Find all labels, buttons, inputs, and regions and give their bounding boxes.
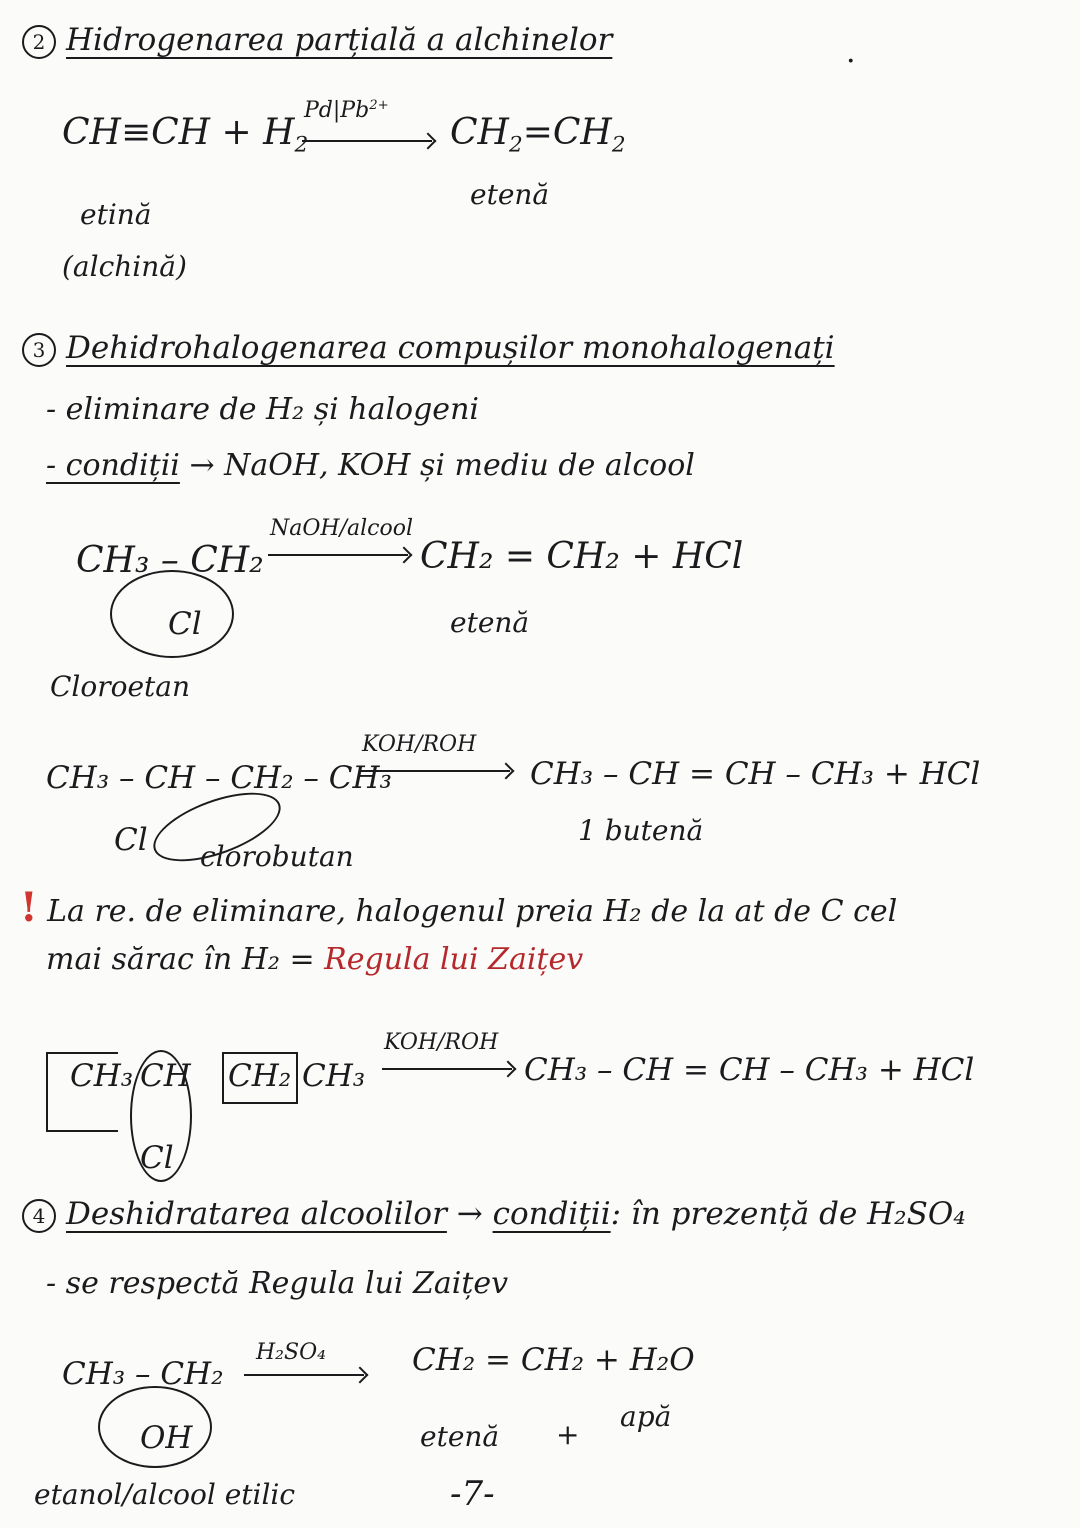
zaitev-atom-ch2: CH₂ [228, 1058, 292, 1094]
s2-condition [304, 98, 389, 123]
s2-products [450, 112, 626, 158]
s3-r1-condition: NaOH/alcool [270, 516, 413, 541]
s4-water-name: apă [620, 1400, 672, 1433]
s4-reactant-name: etanol/alcool etilic [34, 1478, 296, 1511]
note-text-2: mai sărac în H₂ = [46, 942, 325, 977]
page-number: -7- [450, 1474, 495, 1514]
s3-r1-reactant-name: Cloroetan [50, 670, 191, 703]
s2-product-part1: CH [450, 112, 509, 153]
s4-products: CH₂ = CH₂ + H₂O [412, 1342, 695, 1378]
s3-r2-arrow [360, 770, 510, 772]
section-4-title: Deshidratarea alcoolilor [66, 1196, 447, 1232]
zaitev-atom-ch3-end: CH₃ [302, 1058, 366, 1094]
section-3-number: 3 [22, 333, 56, 367]
s3-r1-substituent: Cl [168, 606, 202, 642]
s3-r1-products: CH₂ = CH₂ + HCl [420, 536, 744, 577]
section-4-cond-text: : în prezență de H₂SO₄ [610, 1196, 966, 1232]
section-3-heading [22, 330, 835, 367]
s3-conditions-text: → NaOH, KOH și mediu de alcool [179, 448, 695, 483]
s2-catalyst: Pd|Pb [304, 98, 370, 123]
section-2-title: Hidrogenarea parțială a alchinelor [66, 22, 613, 58]
s3-r2-reactant-name: clorobutan [200, 840, 354, 873]
section-4-cond-label: condiții [492, 1196, 611, 1232]
zaitev-rule: Regula lui Zaițev [324, 942, 584, 977]
zaitev-substituent: Cl [140, 1140, 174, 1176]
stray-dot: · [846, 44, 856, 79]
s2-reactants [62, 112, 308, 158]
s3-r2-reactant: CH₃ – CH – CH₂ – CH₃ [46, 760, 392, 796]
s3-r1-arrow [268, 554, 408, 556]
s3-conditions-label: - condiții [46, 448, 180, 483]
note-text-1: La re. de eliminare, halogenul preia H₂ de la at de C cel [47, 894, 898, 929]
section-2-heading [22, 22, 612, 59]
section-4-number: 4 [22, 1199, 56, 1233]
s3-r1-product-name: etenă [450, 606, 530, 639]
zaitev-arrow [382, 1068, 512, 1070]
s3-line-2 [46, 448, 695, 483]
zaitev-condition: KOH/ROH [384, 1030, 499, 1055]
s4-substituent: OH [140, 1420, 193, 1456]
section-4-heading [22, 1196, 966, 1233]
s2-product-sub1: 2 [508, 132, 523, 158]
zaitev-atom-ch: CH [140, 1058, 191, 1094]
s3-r2-product-name: 1 butenă [578, 814, 704, 847]
s2-reactant-formula: CH≡CH + H [62, 112, 295, 153]
zaitev-products: CH₃ – CH = CH – CH₃ + HCl [524, 1052, 975, 1088]
note-line-1 [20, 884, 897, 931]
s3-r1-reactant: CH₃ – CH₂ [76, 540, 264, 581]
section-4-arrow-text: → [446, 1196, 493, 1232]
s4-arrow [244, 1374, 364, 1376]
s2-reactant-name: etină [80, 198, 152, 231]
s2-product-sub2: 2 [611, 132, 626, 158]
s3-r2-substituent: Cl [114, 822, 148, 858]
s2-catalyst-charge: 2+ [369, 98, 389, 114]
s3-r2-condition: KOH/ROH [362, 732, 477, 757]
s2-reaction-arrow [302, 140, 432, 142]
s4-product-name: etenă [420, 1420, 500, 1453]
s3-line-1: - eliminare de H₂ și halogeni [46, 392, 479, 427]
s4-reactant: CH₃ – CH₂ [62, 1356, 224, 1392]
s2-reactant-class: (alchină) [62, 250, 187, 283]
s2-product-part2: =CH [522, 112, 612, 153]
s2-reactant-subscript: 2 [294, 132, 309, 158]
s4-condition: H₂SO₄ [256, 1340, 326, 1365]
s2-product-name: etenă [470, 178, 550, 211]
s4-line-1: - se respectă Regula lui Zaițev [46, 1266, 509, 1301]
section-2-number: 2 [22, 25, 56, 59]
s4-plus: + [556, 1418, 580, 1451]
s3-r2-products: CH₃ – CH = CH – CH₃ + HCl [530, 756, 981, 792]
section-3-title: Dehidrohalogenarea compușilor monohalogenați [66, 330, 835, 366]
note-line-2 [46, 942, 583, 977]
exclamation-icon: ! [20, 884, 38, 931]
zaitev-atom-ch3: CH₃ [70, 1058, 134, 1094]
